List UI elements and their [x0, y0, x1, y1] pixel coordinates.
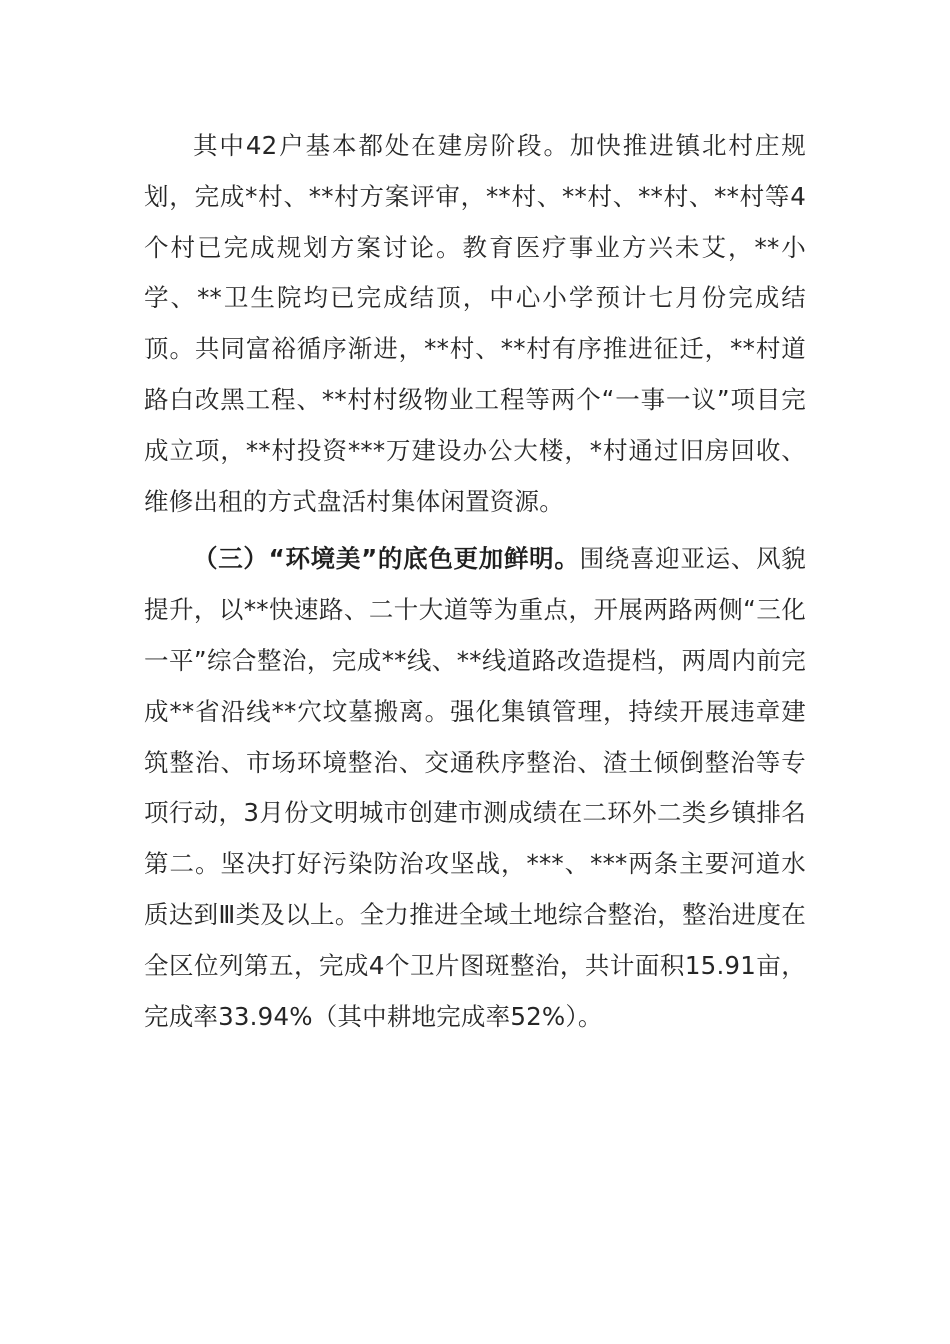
paragraph-1-text: 其中42户基本都处在建房阶段。加快推进镇北村庄规划，完成*村、**村方案评审，**村、**村、**村、**村等4个村已完成规划方案讨论。教育医疗事业方兴未艾，**小学、**卫生院均已完成结顶，中心小学预计七月份完成结顶。共同富裕循序渐进，**村、**村有序推进征迁，**村道路白改黑工程、**村村级物业工程等两个“一事一议”项目完成立项，**村投资***万建设办公大楼，*村通过旧房回收、维修出租的方式盘活村集体闲置资源。	[144, 131, 806, 516]
paragraph-2-text: 围绕喜迎亚运、风貌提升，以**快速路、二十大道等为重点，开展两路两侧“三化一平”综合整治，完成**线、**线道路改造提档，两周内前完成**省沿线**穴坟墓搬离。强化集镇管理，持续开展违章建筑整治、市场环境整治、交通秩序整治、渣土倾倒整治等专项行动，3月份文明城市创建市测成绩在二环外二类乡镇排名第二。坚决打好污染防治攻坚战，***、***两条主要河道水质达到Ⅲ类及以上。全力推进全域土地综合整治，整治进度在全区位列第五，完成4个卫片图斑整治，共计面积15.91亩，完成率33.94%（其中耕地完成率52%）。	[144, 544, 806, 1031]
document-body	[144, 121, 806, 1042]
paragraph-construction-progress	[144, 121, 806, 527]
section-heading-environment: （三）“环境美”的底色更加鲜明。	[193, 544, 580, 574]
paragraph-environment	[144, 534, 806, 1042]
